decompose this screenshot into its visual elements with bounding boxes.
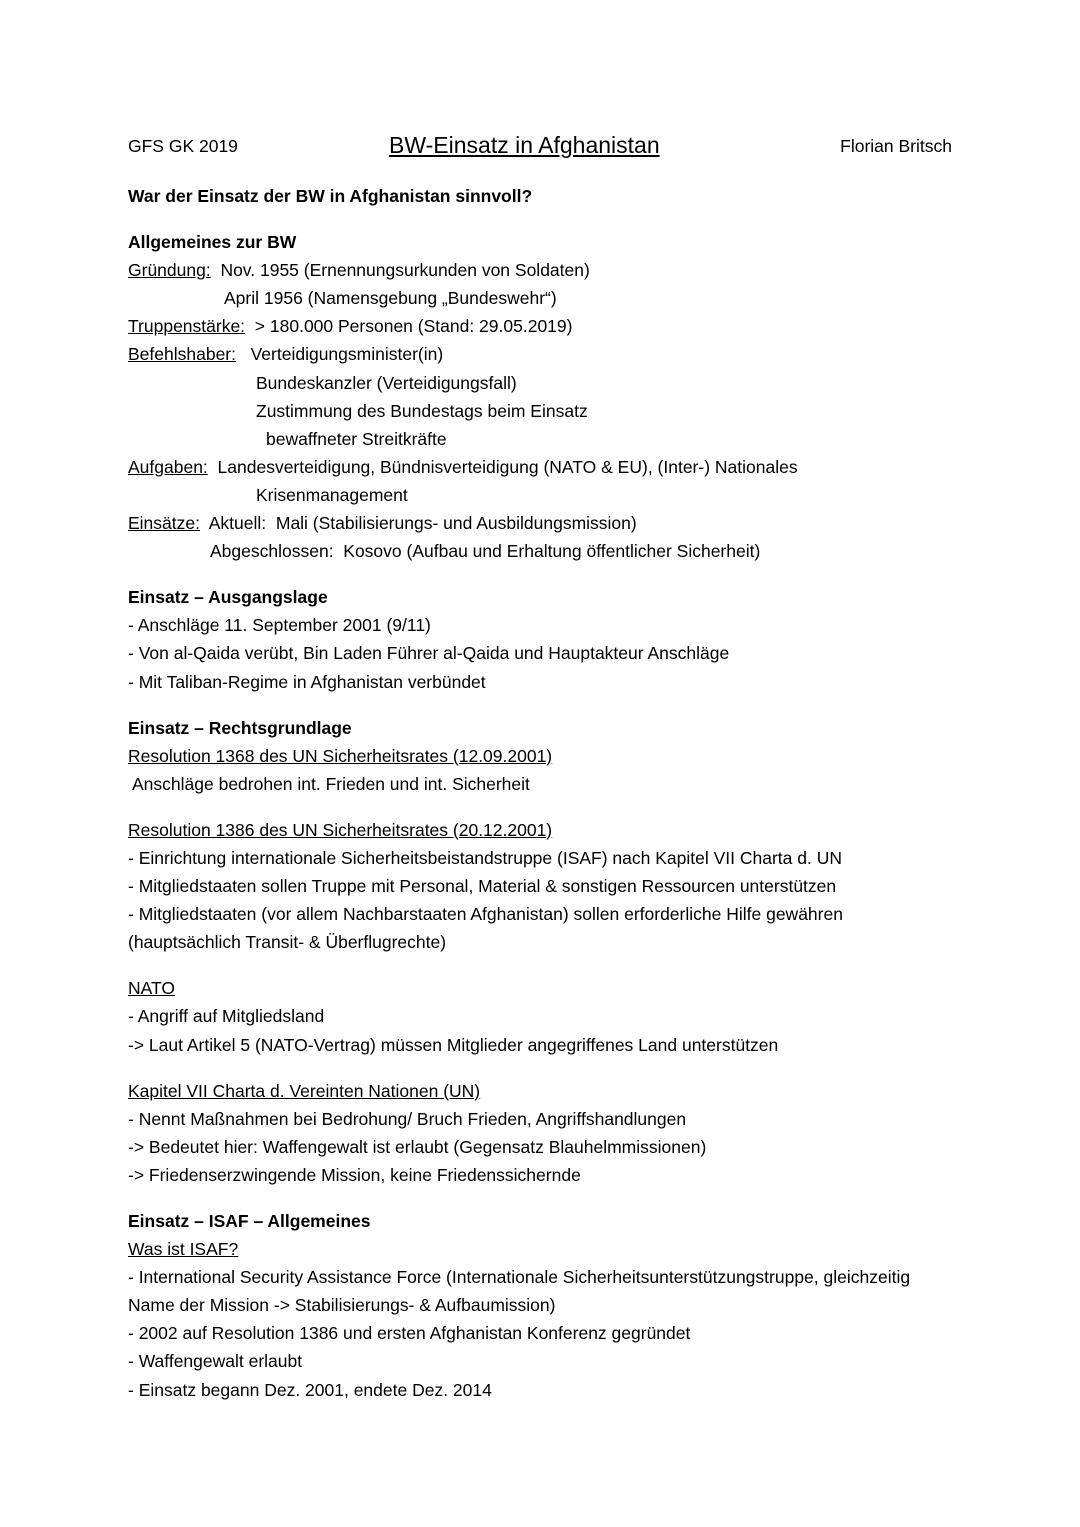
section-heading-isaf: Einsatz – ISAF – Allgemeines xyxy=(128,1211,371,1231)
list-item: - Von al-Qaida verübt, Bin Laden Führer al-Qaida und Hauptakteur Anschläge xyxy=(128,643,730,664)
aufgaben-value-2: Krisenmanagement xyxy=(256,484,408,505)
truppen-row xyxy=(128,312,958,340)
aufgaben-label: Aufgaben: xyxy=(128,456,208,477)
einsaetze-row xyxy=(128,509,958,537)
befehl-row xyxy=(128,340,958,368)
section-heading-rechtsgrundlage: Einsatz – Rechtsgrundlage xyxy=(128,717,352,738)
gruendung-value-2: April 1956 (Namensgebung „Bundeswehr“) xyxy=(224,288,557,309)
page-title: BW-Einsatz in Afghanistan xyxy=(389,132,660,158)
subheading-res1386: Resolution 1386 des UN Sicherheitsrates (20.12.2001) xyxy=(128,819,553,840)
list-item: - Mitgliedstaaten (vor allem Nachbarstaaten Afghanistan) sollen erforderliche Hilfe gewähren xyxy=(128,904,843,925)
header-author: Florian Britsch xyxy=(840,136,952,156)
page-header xyxy=(128,132,952,162)
subheading-nato: NATO xyxy=(128,978,175,999)
subheading-res1368: Resolution 1368 des UN Sicherheitsrates (12.09.2001) xyxy=(128,745,553,766)
list-item: - International Security Assistance Force (Internationale Sicherheitsunterstützungstruppe, gleichzeitig xyxy=(128,1267,911,1288)
document-body xyxy=(128,182,958,1404)
truppen-label: Truppenstärke: xyxy=(128,316,246,337)
list-item: (hauptsächlich Transit- & Überflugrechte) xyxy=(128,932,447,953)
list-item: - Einrichtung internationale Sicherheitsbeistandstruppe (ISAF) nach Kapitel VII Charta d. UN xyxy=(128,847,842,868)
header-course: GFS GK 2019 xyxy=(128,136,238,156)
aufgaben-value-1: Landesverteidigung, Bündnisverteidigung (NATO & EU), (Inter-) Nationales xyxy=(217,456,798,477)
einsaetze-value-2: Abgeschlossen: Kosovo (Aufbau und Erhaltung öffentlicher Sicherheit) xyxy=(210,541,761,562)
list-item: -> Friedenserzwingende Mission, keine Friedenssichernde xyxy=(128,1164,581,1185)
res1368-text: Anschläge bedrohen int. Frieden und int. Sicherheit xyxy=(132,773,530,794)
list-item: -> Bedeutet hier: Waffengewalt ist erlaubt (Gegensatz Blauhelmmissionen) xyxy=(128,1136,707,1157)
befehl-value-2: Bundeskanzler (Verteidigungsfall) xyxy=(256,372,517,393)
section-heading-ausgangslage: Einsatz – Ausgangslage xyxy=(128,587,328,608)
befehl-value-4: bewaffneter Streitkräfte xyxy=(266,428,447,449)
einsaetze-label: Einsätze: xyxy=(128,513,200,534)
list-item: - Mit Taliban-Regime in Afghanistan verbündet xyxy=(128,671,486,692)
subheading-was-ist-isaf: Was ist ISAF? xyxy=(128,1239,239,1260)
aufgaben-row xyxy=(128,453,958,481)
befehl-value-3: Zustimmung des Bundestags beim Einsatz xyxy=(256,400,588,421)
subheading-kapitel-vii: Kapitel VII Charta d. Vereinten Nationen (UN) xyxy=(128,1080,481,1101)
list-item: - Waffengewalt erlaubt xyxy=(128,1351,303,1372)
list-item: - Angriff auf Mitgliedsland xyxy=(128,1006,325,1027)
gruendung-row xyxy=(128,256,958,284)
main-question: War der Einsatz der BW in Afghanistan sinnvoll? xyxy=(128,186,533,206)
befehl-label: Befehlshaber: xyxy=(128,344,236,365)
befehl-value-1: Verteidigungsminister(in) xyxy=(250,344,444,365)
list-item: Name der Mission -> Stabilisierungs- & Aufbaumission) xyxy=(128,1295,556,1316)
list-item: - Mitgliedstaaten sollen Truppe mit Personal, Material & sonstigen Ressourcen unterstützen xyxy=(128,876,837,897)
gruendung-value-1: Nov. 1955 (Ernennungsurkunden von Soldaten) xyxy=(220,260,590,281)
einsaetze-value-1: Aktuell: Mali (Stabilisierungs- und Ausbildungsmission) xyxy=(208,513,637,534)
gruendung-label: Gründung: xyxy=(128,260,211,281)
section-heading-allgemeines: Allgemeines zur BW xyxy=(128,232,297,253)
list-item: - Einsatz begann Dez. 2001, endete Dez. 2014 xyxy=(128,1379,492,1400)
truppen-value: > 180.000 Personen (Stand: 29.05.2019) xyxy=(254,316,573,337)
list-item: - 2002 auf Resolution 1386 und ersten Afghanistan Konferenz gegründet xyxy=(128,1323,691,1344)
list-item: - Nennt Maßnahmen bei Bedrohung/ Bruch Frieden, Angriffshandlungen xyxy=(128,1108,687,1129)
list-item: - Anschläge 11. September 2001 (9/11) xyxy=(128,615,431,636)
list-item: -> Laut Artikel 5 (NATO-Vertrag) müssen Mitglieder angegriffenes Land unterstützen xyxy=(128,1034,779,1055)
